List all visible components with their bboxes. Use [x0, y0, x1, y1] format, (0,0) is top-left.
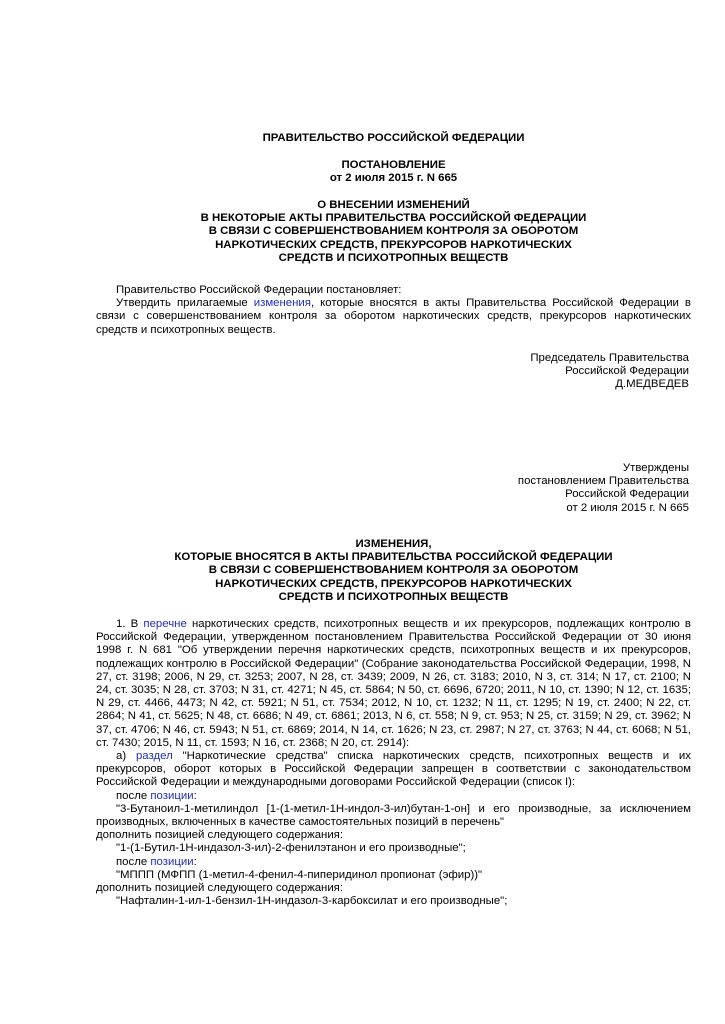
signature-name: Д.МЕДВЕДЕВ — [615, 378, 689, 391]
preamble-line: Правительство Российской Федерации постановляет: — [116, 284, 402, 296]
changes-title-line: В СВЯЗИ С СОВЕРШЕНСТВОВАНИЕМ КОНТРОЛЯ ЗА ОБОРОТОМ — [208, 564, 579, 577]
supplement-1: дополнить позицией следующего содержания: — [96, 829, 344, 842]
doc-title-line: В СВЯЗИ С СОВЕРШЕНСТВОВАНИЕМ КОНТРОЛЯ ЗА ОБОРОТОМ — [208, 225, 579, 238]
changes-title-line: СРЕДСТВ И ПСИХОТРОПНЫХ ВЕЩЕСТВ — [278, 590, 509, 603]
changes-link[interactable]: изменения — [253, 297, 311, 310]
approval-line: Российской Федерации — [565, 488, 689, 501]
doc-title-line: О ВНЕСЕНИИ ИЗМЕНЕНИЙ — [317, 199, 470, 211]
after-position-1 — [96, 790, 691, 803]
supplement-2: дополнить позицией следующего содержания: — [96, 882, 344, 895]
after-text: после — [116, 855, 151, 868]
doc-date: от 2 июля 2015 г. N 665 — [329, 172, 458, 184]
position-2-text: "МППП (МФПП (1-метил-4-фенил-4-пиперидинол пропионат (эфир))" — [116, 868, 483, 881]
signature-block — [530, 352, 689, 392]
subitem-a-text-end: "Наркотические средства" списка наркотических средств, психотропных веществ и их прекурсоров, оборот которых в Российской Федерации запрещен в соответствии с законодательством Российской Федерации и международными договорами Российской Федерации (список I): — [96, 750, 691, 789]
changes-title — [96, 538, 691, 604]
position-1-text: "3-Бутаноил-1-метилиндол [1-(1-метил-1Н-индол-3-ил)бутан-1-он] и его производные, за исключением производных, включенных в качестве самостоятельных позиций в перечень" — [96, 802, 691, 829]
signature-country: Российской Федерации — [565, 365, 689, 378]
doc-title-line: СРЕДСТВ И ПСИХОТРОПНЫХ ВЕЩЕСТВ — [278, 251, 509, 264]
approve-text-end: , которые вносятся в акты Правительства Российской Федерации в связи с совершенствованием контроля за оборотом наркотических средств, прекурсоров наркотических средств и психотропных веществ. — [96, 297, 691, 336]
after-colon: : — [193, 789, 197, 802]
changes-title-line: КОТОРЫЕ ВНОСЯТСЯ В АКТЫ ПРАВИТЕЛЬСТВА РОССИЙСКОЙ ФЕДЕРАЦИИ — [174, 551, 613, 564]
position-link[interactable]: позиции — [150, 789, 194, 802]
list-link[interactable]: перечне — [143, 618, 187, 630]
section-link[interactable]: раздел — [135, 750, 173, 763]
changes-title-line: НАРКОТИЧЕСКИХ СРЕДСТВ, ПРЕКУРСОРОВ НАРКОТИЧЕСКИХ — [215, 577, 572, 590]
approval-line: Утверждены — [622, 462, 689, 474]
signature-position: Председатель Правительства — [530, 352, 689, 364]
subitem-a — [96, 750, 691, 790]
preamble — [96, 284, 691, 337]
position-link[interactable]: позиции — [150, 855, 194, 868]
after-text: после — [116, 789, 151, 802]
approval-line: постановлением Правительства — [517, 475, 689, 488]
doc-title — [96, 199, 691, 265]
after-position-2 — [96, 856, 691, 869]
item-1-text-end: наркотических средств, психотропных веществ и их прекурсоров, подлежащих контролю в Российской Федерации, утвержденном постановлением Правительства Российской Федерации от 30 июня 1998 г. N 681 "Об утверждении перечня наркотических средств, психотропных веществ и их прекурсоров, подлежащих контролю в Российской Федерации" (Собрание законодательства Российской Федерации, 1998, N 27, ст. 3198; 2006, N 29, ст. 3253; 2007, N 28, ст. 3439; 2009, N 26, ст. 3183; 2010, N 3, ст. 314; N 17, ст. 2100; N 24, ст. 3035; N 28, ст. 3703; N 31, ст. 4271; N 45, ст. 5864; N 50, ст. 6696, 6720; 2011, N 10, ст. 1390; N 12, ст. 1635; N 29, ст. 4466, 4473; N 42, ст. 5921; N 51, ст. 7534; 2012, N 10, ст. 1232; N 11, ст. 1295; N 19, ст. 2400; N 22, ст. 2864; N 41, ст. 5625; N 48, ст. 6686; N 49, ст. 6861; 2013, N 6, ст. 558; N 9, ст. 953; N 25, ст. 3159; N 29, ст. 3962; N 37, ст. 4706; N 46, ст. 5943; N 51, ст. 6869; 2014, N 14, ст. 1626; N 23, ст. 2987; N 27, ст. 3763; N 44, ст. 6068; N 51, ст. 7430; 2015, N 11, ст. 1593; N 16, ст. 2368; N 20, ст. 2914): — [96, 618, 691, 749]
approve-text-start: Утвердить прилагаемые — [116, 297, 254, 310]
new-position-1: "1-(1-Бутил-1Н-индазол-3-ил)-2-фенилэтанон и его производные"; — [116, 842, 466, 855]
approve-paragraph — [96, 297, 691, 337]
changes-title-line: ИЗМЕНЕНИЯ, — [355, 538, 432, 550]
approval-block — [518, 462, 689, 515]
changes-body — [96, 618, 691, 908]
government-heading: ПРАВИТЕЛЬСТВО РОССИЙСКОЙ ФЕДЕРАЦИИ — [262, 132, 525, 144]
subitem-a-text-start: а) — [116, 750, 136, 763]
approval-line: от 2 июля 2015 г. N 665 — [566, 501, 689, 514]
item-1-text-start: 1. В — [116, 618, 144, 630]
after-colon: : — [193, 855, 197, 868]
doc-type: ПОСТАНОВЛЕНИЕ — [341, 159, 446, 171]
doc-title-line: В НЕКОТОРЫЕ АКТЫ ПРАВИТЕЛЬСТВА РОССИЙСКОЙ ФЕДЕРАЦИИ — [200, 212, 587, 225]
doc-title-line: НАРКОТИЧЕСКИХ СРЕДСТВ, ПРЕКУРСОРОВ НАРКОТИЧЕСКИХ — [215, 238, 572, 251]
new-position-2: "Нафталин-1-ил-1-бензил-1Н-индазол-3-карбоксилат и его производные"; — [116, 895, 508, 908]
item-1 — [96, 618, 691, 750]
